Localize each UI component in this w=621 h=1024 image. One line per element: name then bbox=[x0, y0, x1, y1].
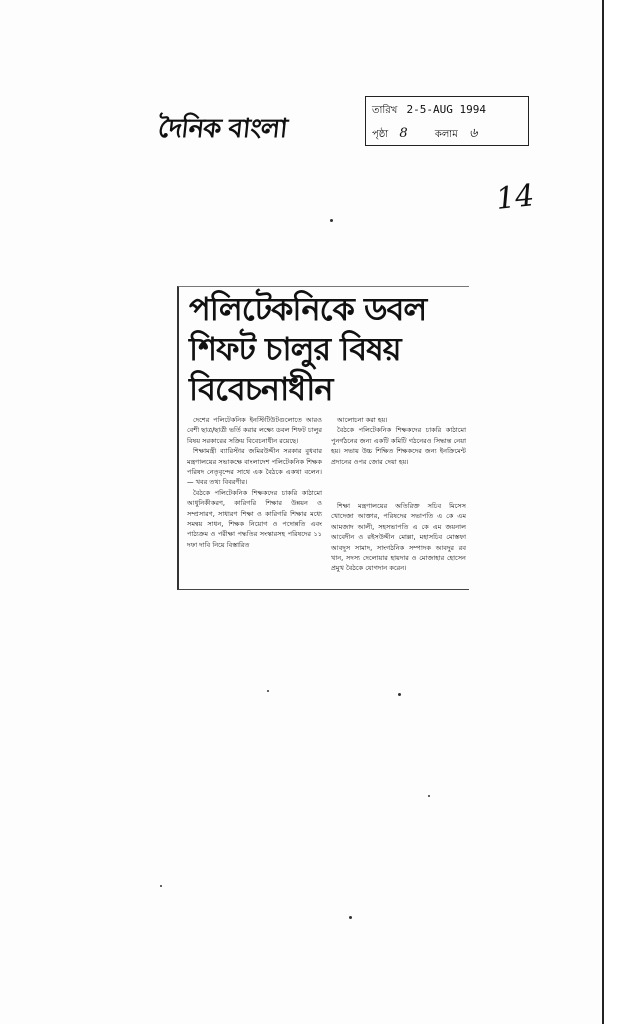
article-paragraph: বৈঠকে পলিটেকনিক শিক্ষকদের চাকরি কাঠামো আধুনিকীকরণ, কারিগরি শিক্ষার উন্নয়ন ও সম্প্রসারণ, সাধারণ শিক্ষা ও কারিগরি শিক্ষার মধ্যে সমন্বয় সাধন, শিক্ষক নিয়োগ ও পদোন্নতি এবং পাঠ্যক্রম ও পরীক্ষা পদ্ধতির সংস্কারসহ পরিষদের ১১ দফা দাবি নিয়ে বিস্তারিত bbox=[187, 488, 322, 549]
stamp-page-label: পৃষ্ঠা bbox=[372, 129, 389, 140]
scan-speck bbox=[398, 693, 401, 696]
article-paragraph: দেশের পলিটেকনিক ইনস্টিটিউটগুলোতে আরও বেশী ছাত্র/ছাত্রী ভর্তি করার লক্ষ্যে ডবল শিফট চালুর বিষয় সরকারের সক্রিয় বিবেচনাধীন রয়েছে। bbox=[187, 416, 322, 445]
newspaper-masthead: দৈনিক বাংলা bbox=[156, 114, 289, 144]
stamp-column-value: ৬ bbox=[468, 126, 478, 141]
stamp-page-value: 8 bbox=[399, 126, 408, 141]
scan-speck bbox=[267, 690, 269, 692]
scan-margin bbox=[604, 0, 621, 1024]
stamp-column-label: কলাম bbox=[434, 129, 458, 140]
stamp-date-value: 2-5-AUG 1994 bbox=[406, 103, 487, 116]
archive-stamp bbox=[365, 96, 529, 146]
article-headline: পলিটেকনিকে ডবল শিফট চালুর বিষয় বিবেচনাধীন bbox=[189, 290, 427, 408]
stamp-date-row bbox=[372, 103, 486, 120]
scan-speck bbox=[349, 916, 352, 919]
stamp-date-label: তারিখ bbox=[372, 105, 398, 116]
article-column-right bbox=[331, 415, 466, 574]
article-paragraph: শিক্ষামন্ত্রী ব্যারিস্টার জমিরউদ্দীন সরকার বুধবার মন্ত্রণালয়ের সভাকক্ষে বাংলাদেশ পলিটেকনিক শিক্ষক পরিষদ নেতৃবৃন্দের সাথে এক বৈঠকে একথা বলেন। — খবর তথ্য বিবরণীর। bbox=[187, 447, 322, 487]
article-column-left bbox=[187, 415, 322, 550]
stamp-page-row bbox=[372, 124, 477, 145]
scan-speck bbox=[160, 885, 162, 887]
article-paragraph: আলোচনা করা হয়। bbox=[337, 416, 388, 424]
handwritten-page-number: 14 bbox=[494, 178, 536, 217]
article-paragraph: বৈঠকে পলিটেকনিক শিক্ষকদের চাকরি কাঠামো পুনর্গঠনের জন্য একটি কমিটি গঠনেরও সিদ্ধান্ত নেয়া হয়। সভায় উচ্চ শিক্ষিত শিক্ষকদের জন্য ইনক্রিমেন্ট প্রদানের ওপর জোর দেয়া হয়। bbox=[331, 426, 466, 466]
scan-speck bbox=[330, 219, 333, 222]
article-paragraph: শিক্ষা মন্ত্রণালয়ের অতিরিক্ত সচিব মিসেস খোদেজা আক্তার, পরিষদের সভাপতি এ কে এম আমজাদ আলী, সহসভাপতি এ কে এম জয়নাল আবেদীন ও রইসউদ্দীন মোল্লা, মহাসচিব মোস্তফা আবদুস সামাদ, সাংগঠনিক সম্পাদক আবদুর রব খান, সদস্য দেলোয়ার হায়দার ও মোজাহার হোসেন প্রমুখ বৈঠকে যোগদান করেন। bbox=[331, 502, 466, 573]
scan-speck bbox=[428, 795, 430, 797]
news-clipping bbox=[177, 286, 469, 590]
column-gap bbox=[331, 467, 466, 501]
